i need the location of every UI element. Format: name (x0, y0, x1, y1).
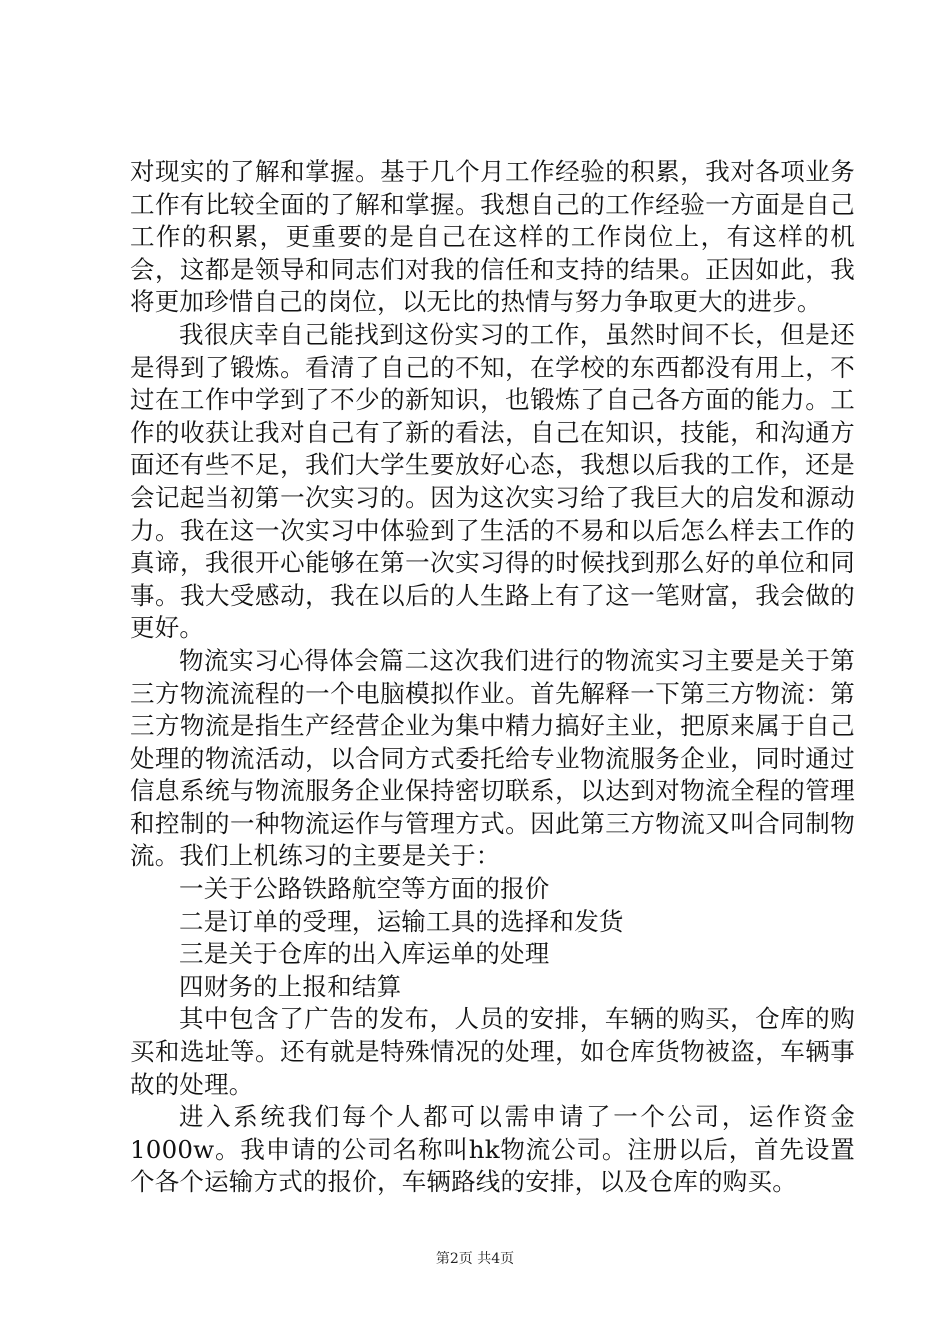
list-item-finance: 四财务的上报和结算 (179, 971, 402, 1001)
paragraph-internship-reflection: 我很庆幸自己能找到这份实习的工作，虽然时间不长，但是还是得到了锻炼。看清了自己的不知，在学校的东西都没有用上，不过在工作中学到了不少的新知识，也锻炼了自己各方面的能力。工作的收获让我对自己有了新的看法，自己在知识，技能，和沟通方面还有些不足，我们大学生要放好心态，我想以后我的工作，还是会记起当初第一次实习的。因为这次实习给了我巨大的启发和源动力。我在这一次实习中体验到了生活的不易和以后怎么样去工作的真谛，我很开心能够在第一次实习得的时候找到那么好的单位和同事。我大受感动，我在以后的人生路上有了这一笔财富，我会做的更好。 (130, 319, 855, 643)
page-number-footer: 第2页 共4页 (435, 1251, 515, 1267)
list-item-warehouse: 三是关于仓库的出入库运单的处理 (179, 939, 550, 969)
paragraph-system-entry: 进入系统我们每个人都可以需申请了一个公司，运作资金1000w。我申请的公司名称叫hk物流公司。注册以后，首先设置个各个运输方式的报价，车辆路线的安排，以及仓库的购买。 (130, 1102, 855, 1197)
document-body (130, 156, 855, 1199)
list-item-orders: 二是订单的受理，运输工具的选择和发货 (179, 906, 624, 936)
paragraph-contents: 其中包含了广告的发布，人员的安排，车辆的购买，仓库的购买和选址等。还有就是特殊情况的处理，如仓库货物被盗，车辆事故的处理。 (130, 1004, 855, 1099)
paragraph-logistics-intro: 物流实习心得体会篇二这次我们进行的物流实习主要是关于第三方物流流程的一个电脑模拟作业。首先解释一下第三方物流：第三方物流是指生产经营企业为集中精力搞好主业，把原来属于自己处理的物流活动，以合同方式委托给专业物流服务企业，同时通过信息系统与物流服务企业保持密切联系，以达到对物流全程的管理和控制的一种物流运作与管理方式。因此第三方物流又叫合同制物流。我们上机练习的主要是关于： (130, 645, 855, 871)
paragraph-continued: 对现实的了解和掌握。基于几个月工作经验的积累，我对各项业务工作有比较全面的了解和掌握。我想自己的工作经验一方面是自己工作的积累，更重要的是自己在这样的工作岗位上，有这样的机会，这都是领导和同志们对我的信任和支持的结果。正因如此，我将更加珍惜自己的岗位，以无比的热情与努力争取更大的进步。 (130, 157, 855, 317)
list-item-quotes: 一关于公路铁路航空等方面的报价 (179, 874, 550, 904)
